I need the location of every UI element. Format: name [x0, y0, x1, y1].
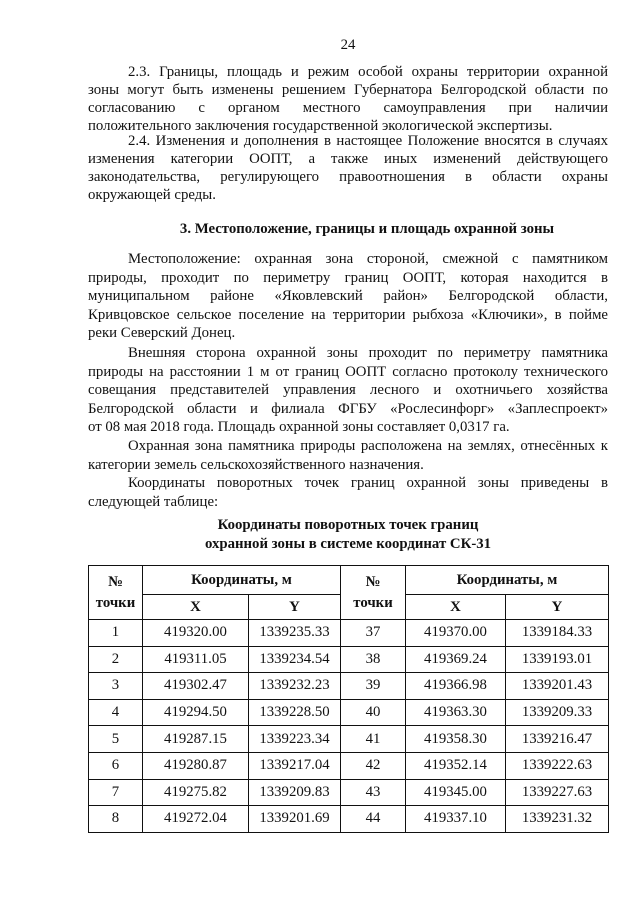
- x-coordinate-cell: 419370.00: [406, 620, 506, 647]
- y-coordinate-cell: 1339223.34: [249, 726, 341, 753]
- table-row: [89, 673, 609, 700]
- paragraph-2-4: [88, 133, 608, 205]
- page-number: 24: [340, 37, 356, 53]
- y-coordinate-cell: 1339193.01: [506, 646, 609, 673]
- x-header: X: [406, 595, 506, 620]
- point-number-cell: 43: [341, 779, 406, 806]
- coordinates-header: Координаты, м: [406, 566, 609, 595]
- x-coordinate-cell: 419287.15: [143, 726, 249, 753]
- paragraph-line: 2.4. Изменения и дополнения в настоящее Положение вносятся в случаях: [128, 133, 608, 149]
- x-coordinate-cell: 419294.50: [143, 699, 249, 726]
- point-number-header: [89, 566, 143, 620]
- y-coordinate-cell: 1339201.69: [249, 806, 341, 833]
- y-coordinate-cell: 1339209.83: [249, 779, 341, 806]
- y-coordinate-cell: 1339216.47: [506, 726, 609, 753]
- x-coordinate-cell: 419311.05: [143, 646, 249, 673]
- x-coordinate-cell: 419352.14: [406, 752, 506, 779]
- point-number-cell: 8: [89, 806, 143, 833]
- x-coordinate-cell: 419272.04: [143, 806, 249, 833]
- point-number-cell: 2: [89, 646, 143, 673]
- header-label: №: [365, 573, 381, 590]
- point-number-cell: 39: [341, 673, 406, 700]
- point-number-header: [341, 566, 406, 620]
- point-number-cell: 6: [89, 752, 143, 779]
- table-row: [89, 752, 609, 779]
- point-number-cell: 38: [341, 646, 406, 673]
- paragraph-line: от 08 мая 2018 года. Площадь охранной зоны составляет 0,0317 га.: [88, 419, 510, 436]
- x-coordinate-cell: 419275.82: [143, 779, 249, 806]
- table-header-row: [89, 566, 609, 595]
- point-number-cell: 44: [341, 806, 406, 833]
- point-number-cell: 40: [341, 699, 406, 726]
- coordinates-table-body: [89, 620, 609, 833]
- header-label: №: [108, 573, 123, 590]
- x-coordinate-cell: 419366.98: [406, 673, 506, 700]
- paragraph-line: Охранная зона памятника природы расположена на землях, отнесённых к: [128, 438, 608, 454]
- table-row: [89, 620, 609, 647]
- x-coordinate-cell: 419302.47: [143, 673, 249, 700]
- point-number-cell: 1: [89, 620, 143, 647]
- paragraph-line: 2.3. Границы, площадь и режим особой охраны территории охранной: [128, 64, 608, 80]
- point-number-cell: 7: [89, 779, 143, 806]
- y-coordinate-cell: 1339235.33: [249, 620, 341, 647]
- paragraph-line: совещания представителей управления лесного и охотничьего хозяйства: [88, 382, 608, 399]
- x-coordinate-cell: 419345.00: [406, 779, 506, 806]
- table-row: [89, 726, 609, 753]
- paragraph-land-category: [88, 437, 608, 474]
- y-header: Y: [249, 595, 341, 620]
- table-row: [89, 806, 609, 833]
- paragraph-line: Местоположение: охранная зона стороной, смежной с памятником: [128, 251, 608, 267]
- x-coordinate-cell: 419363.30: [406, 699, 506, 726]
- table-title-line: Координаты поворотных точек границ: [217, 517, 479, 533]
- point-number-cell: 4: [89, 699, 143, 726]
- paragraph-line: положительного заключения государственной экологической экспертизы.: [88, 117, 553, 134]
- header-label: точки: [353, 594, 393, 611]
- paragraph-coords-intro: [88, 474, 608, 511]
- y-coordinate-cell: 1339227.63: [506, 779, 609, 806]
- paragraph-line: Координаты поворотных точек границ охранной зоны приведены в: [128, 475, 608, 491]
- paragraph-line: категории земель сельскохозяйственного назначения.: [88, 456, 424, 473]
- paragraph-line: зоны могут быть изменены решением Губернатора Белгородской области по: [88, 81, 608, 98]
- paragraph-line: следующей таблице:: [88, 493, 219, 510]
- table-row: [89, 779, 609, 806]
- x-header: X: [143, 595, 249, 620]
- table-row: [89, 646, 609, 673]
- paragraph-line: природы на расстоянии 1 м от границ ООПТ согласно протоколу технического: [88, 363, 608, 380]
- point-number-cell: 3: [89, 673, 143, 700]
- point-number-cell: 5: [89, 726, 143, 753]
- x-coordinate-cell: 419358.30: [406, 726, 506, 753]
- y-coordinate-cell: 1339228.50: [249, 699, 341, 726]
- y-coordinate-cell: 1339232.23: [249, 673, 341, 700]
- paragraph-line: согласованию с органом местного самоуправления при наличии: [88, 99, 608, 116]
- x-coordinate-cell: 419280.87: [143, 752, 249, 779]
- header-label: точки: [95, 594, 136, 611]
- y-coordinate-cell: 1339184.33: [506, 620, 609, 647]
- coordinates-header: Координаты, м: [143, 566, 341, 595]
- y-header: Y: [506, 595, 609, 620]
- paragraph-line: окружающей среды.: [88, 186, 216, 203]
- table-title-line: охранной зоны в системе координат СК-31: [204, 535, 492, 552]
- paragraph-line: природы, проходит по периметру границ ООПТ, которая находится в: [88, 269, 608, 286]
- paragraph-line: муниципальном районе «Яковлевский район» Белгородской области,: [88, 288, 608, 305]
- y-coordinate-cell: 1339222.63: [506, 752, 609, 779]
- x-coordinate-cell: 419369.24: [406, 646, 506, 673]
- section-heading: 3. Местоположение, границы и площадь охранной зоны: [179, 221, 555, 237]
- y-coordinate-cell: 1339201.43: [506, 673, 609, 700]
- x-coordinate-cell: 419337.10: [406, 806, 506, 833]
- point-number-cell: 37: [341, 620, 406, 647]
- paragraph-line: Белгородской области и филиала ФГБУ «Рослесинфорг» «Заплеспроект»: [88, 400, 608, 417]
- y-coordinate-cell: 1339209.33: [506, 699, 609, 726]
- paragraph-outer-side: [88, 344, 608, 437]
- paragraph-2-3: [88, 64, 608, 136]
- table-title: [88, 516, 608, 553]
- y-coordinate-cell: 1339231.32: [506, 806, 609, 833]
- paragraph-line: законодательства, регулирующего правоотношения в области охраны: [88, 168, 608, 185]
- y-coordinate-cell: 1339234.54: [249, 646, 341, 673]
- paragraph-line: изменения категории ООПТ, а также иных изменений действующего: [88, 150, 608, 167]
- paragraph-line: реки Северский Донец.: [88, 325, 236, 342]
- coordinates-table: [88, 565, 609, 833]
- paragraph-line: Внешняя сторона охранной зоны проходит по периметру памятника: [128, 345, 608, 361]
- point-number-cell: 42: [341, 752, 406, 779]
- y-coordinate-cell: 1339217.04: [249, 752, 341, 779]
- table-row: [89, 699, 609, 726]
- paragraph-line: Кривцовское сельское поселение на территории рыбхоза «Ключики», в пойме: [88, 306, 608, 323]
- paragraph-location: [88, 250, 608, 343]
- x-coordinate-cell: 419320.00: [143, 620, 249, 647]
- point-number-cell: 41: [341, 726, 406, 753]
